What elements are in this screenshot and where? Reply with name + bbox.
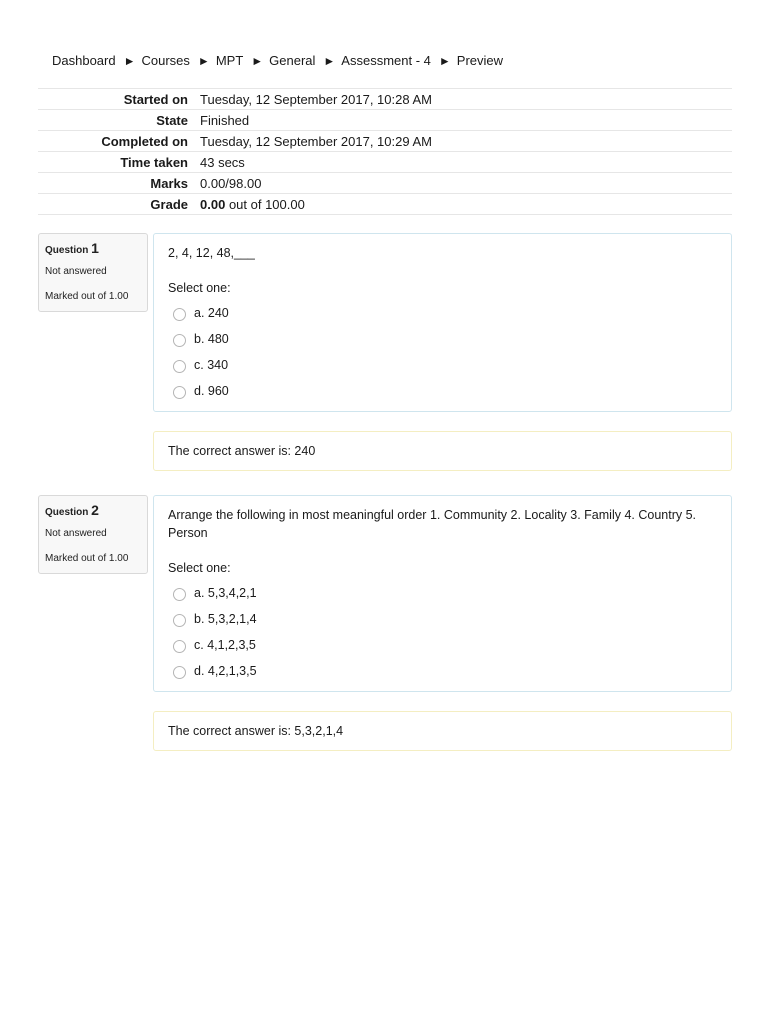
question-state: Not answered: [45, 528, 107, 539]
breadcrumb-separator-icon: ►: [323, 54, 336, 68]
option-label[interactable]: a. 240: [194, 305, 229, 320]
summary-row-started: [38, 89, 732, 110]
option-label[interactable]: c. 4,1,2,3,5: [194, 637, 256, 652]
summary-value: 0.00/98.00: [200, 175, 262, 191]
breadcrumb-item-dashboard[interactable]: Dashboard: [52, 53, 116, 68]
question-grade: Marked out of 1.00: [45, 291, 129, 302]
option-label[interactable]: a. 5,3,4,2,1: [194, 585, 257, 600]
question-formulation-1: [153, 233, 732, 412]
answer-option-c[interactable]: [168, 636, 717, 653]
summary-value: Finished: [200, 112, 250, 128]
feedback-text: The correct answer is: 5,3,2,1,4: [168, 724, 344, 738]
option-label[interactable]: d. 4,2,1,3,5: [194, 663, 257, 678]
question-text: Arrange the following in most meaningful order 1. Community 2. Locality 3. Family 4. Country 5. Person: [168, 508, 697, 540]
answer-option-d[interactable]: [168, 662, 717, 679]
breadcrumb-item-preview[interactable]: Preview: [456, 53, 504, 68]
radio-button[interactable]: [173, 360, 186, 373]
summary-row-marks: [38, 173, 732, 194]
summary-value: Tuesday, 12 September 2017, 10:29 AM: [200, 133, 432, 149]
summary-row-time: [38, 152, 732, 173]
answer-option-a[interactable]: [168, 584, 717, 601]
radio-button[interactable]: [173, 666, 186, 679]
correct-answer-feedback-1: [153, 431, 732, 471]
summary-value: Tuesday, 12 September 2017, 10:28 AM: [200, 91, 432, 107]
answer-option-c[interactable]: [168, 356, 717, 373]
summary-label: Started on: [123, 91, 188, 107]
question-label: Question: [45, 245, 89, 256]
radio-button[interactable]: [173, 334, 186, 347]
question-label: Question: [45, 507, 89, 518]
attempt-summary-table: [38, 88, 732, 215]
correct-answer-feedback-2: [153, 711, 732, 751]
summary-row-completed: [38, 131, 732, 152]
question-text: 2, 4, 12, 48,___: [168, 246, 255, 260]
feedback-text: The correct answer is: 240: [168, 444, 316, 458]
summary-label: Completed on: [101, 133, 188, 149]
breadcrumb: [52, 53, 503, 68]
option-label[interactable]: b. 480: [194, 331, 229, 346]
summary-label: Time taken: [120, 154, 188, 170]
question-number: 2: [91, 502, 99, 518]
summary-label: State: [156, 112, 188, 128]
breadcrumb-item-courses[interactable]: Courses: [141, 53, 190, 68]
grade-suffix: out of 100.00: [228, 196, 305, 212]
breadcrumb-separator-icon: ►: [438, 54, 451, 68]
radio-button[interactable]: [173, 614, 186, 627]
breadcrumb-item-assessment[interactable]: Assessment - 4: [341, 53, 431, 68]
answer-option-b[interactable]: [168, 330, 717, 347]
summary-value: [194, 194, 732, 215]
radio-button[interactable]: [173, 308, 186, 321]
summary-label: Marks: [150, 175, 188, 191]
radio-button[interactable]: [173, 588, 186, 601]
question-formulation-2: [153, 495, 732, 692]
grade-score: 0.00: [200, 196, 226, 212]
question-info-1: [38, 233, 148, 312]
summary-label: Grade: [150, 196, 188, 212]
radio-button[interactable]: [173, 386, 186, 399]
question-number: 1: [91, 240, 99, 256]
question-grade: Marked out of 1.00: [45, 553, 129, 564]
summary-row-grade: [38, 194, 732, 215]
answer-option-b[interactable]: [168, 610, 717, 627]
option-label[interactable]: c. 340: [194, 357, 229, 372]
breadcrumb-separator-icon: ►: [197, 54, 210, 68]
question-state: Not answered: [45, 266, 107, 277]
summary-value: 43 secs: [200, 154, 245, 170]
breadcrumb-item-general[interactable]: General: [269, 53, 316, 68]
answer-option-d[interactable]: [168, 382, 717, 399]
question-info-2: [38, 495, 148, 574]
select-one-prompt: Select one:: [168, 281, 231, 295]
breadcrumb-separator-icon: ►: [123, 54, 136, 68]
summary-row-state: [38, 110, 732, 131]
radio-button[interactable]: [173, 640, 186, 653]
question-number-line: [45, 240, 141, 256]
answer-option-a[interactable]: [168, 304, 717, 321]
breadcrumb-item-mpt[interactable]: MPT: [215, 53, 244, 68]
option-label[interactable]: d. 960: [194, 383, 229, 398]
breadcrumb-separator-icon: ►: [251, 54, 264, 68]
option-label[interactable]: b. 5,3,2,1,4: [194, 611, 257, 626]
select-one-prompt: Select one:: [168, 561, 231, 575]
question-number-line: [45, 502, 141, 518]
